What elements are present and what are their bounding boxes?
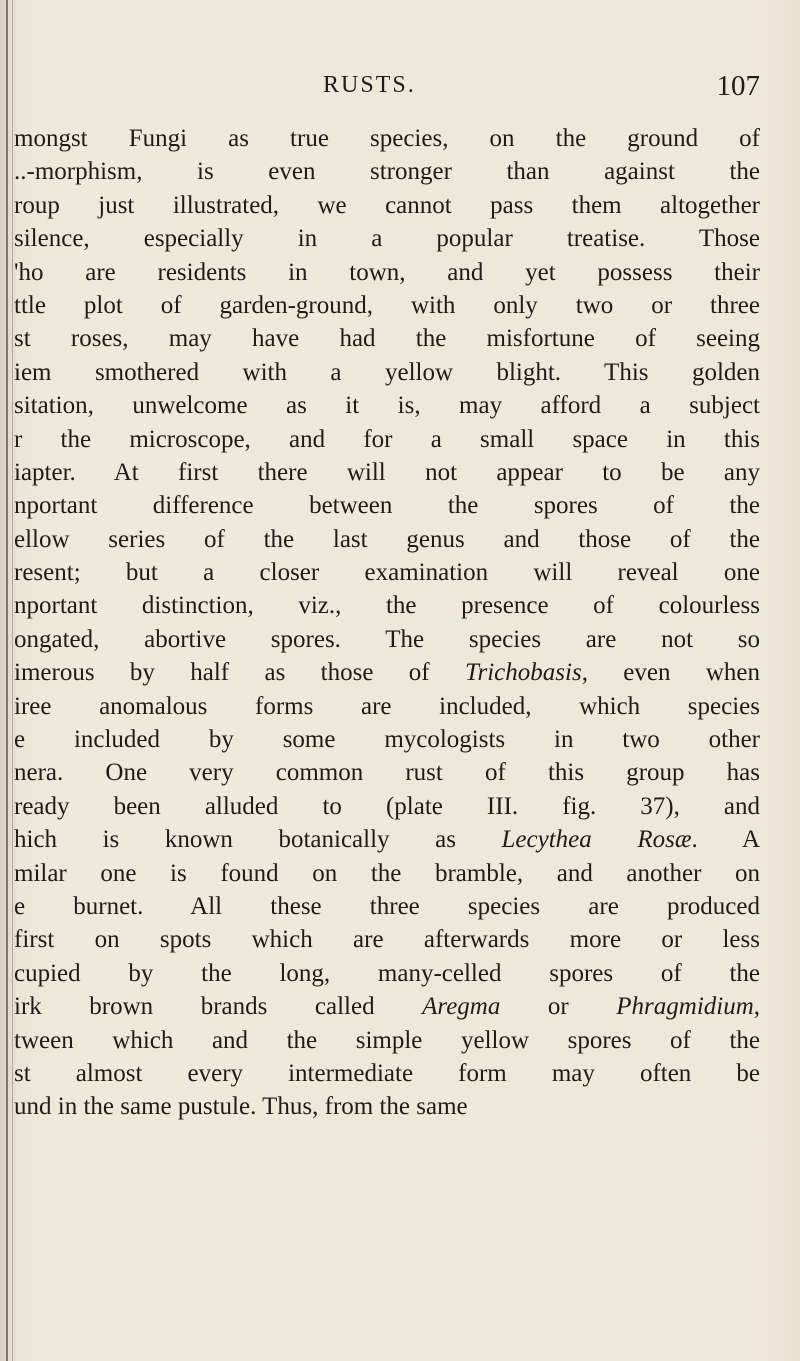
text-line: cupied by the long, many-celled spores of the	[14, 959, 760, 987]
text-line: first on spots which are afterwards more or less	[14, 926, 760, 954]
text-line: iapter. At first there will not appear to be any	[14, 458, 760, 486]
text-line: 'ho are residents in town, and yet possess their	[14, 258, 760, 286]
binding-edge-shadow-inner	[12, 0, 13, 1361]
body-text	[14, 122, 760, 1124]
text-line: ..-morphism, is even stronger than against the	[14, 158, 760, 186]
text-line: nportant distinction, viz., the presence of colourless	[14, 592, 760, 620]
text-line: mongst Fungi as true species, on the ground of	[14, 125, 760, 152]
text-line: ready been alluded to (plate III. fig. 37), and	[14, 792, 760, 820]
text-line: und in the same pustule. Thus, from the same	[14, 1093, 468, 1121]
text-line: nera. One very common rust of this group has	[14, 759, 760, 787]
text-line: hich is known botanically as Lecythea Rosæ. A	[14, 826, 760, 854]
text-line: imerous by half as those of Trichobasis, even when	[14, 659, 760, 687]
text-line: resent; but a closer examination will reveal one	[14, 559, 760, 587]
text-line: iree anomalous forms are included, which species	[14, 692, 760, 720]
text-line: silence, especially in a popular treatise. Those	[14, 225, 760, 253]
text-line: irk brown brands called Aregma or Phragmidium,	[14, 993, 761, 1021]
running-title: RUSTS.	[323, 72, 416, 98]
text-line: e burnet. All these three species are produced	[14, 892, 760, 920]
text-line: nportant difference between the spores of the	[14, 492, 760, 520]
text-line: st roses, may have had the misfortune of seeing	[14, 325, 760, 353]
text-line: e included by some mycologists in two other	[14, 726, 760, 754]
running-head	[0, 72, 760, 112]
binding-edge-shadow	[6, 0, 8, 1361]
species-name-lecythea-rosae: Lecythea Rosæ	[501, 826, 692, 854]
text-line: r the microscope, and for a small space in this	[14, 425, 760, 453]
text-line: iem smothered with a yellow blight. This golden	[14, 358, 760, 386]
text-line: st almost every intermediate form may often be	[14, 1059, 760, 1087]
text-line: ongated, abortive spores. The species are not so	[14, 625, 760, 653]
page-number: 107	[716, 70, 760, 102]
text-line: ttle plot of garden-ground, with only two or three	[14, 291, 760, 319]
text-line: milar one is found on the bramble, and another on	[14, 859, 760, 887]
genus-name-phragmidium: Phragmidium	[616, 993, 754, 1021]
text-line: ellow series of the last genus and those of the	[14, 525, 760, 553]
genus-name-trichobasis: Trichobasis	[464, 659, 582, 687]
text-line: roup just illustrated, we cannot pass them altogether	[14, 191, 760, 219]
genus-name-aregma: Aregma	[422, 993, 501, 1021]
text-line: sitation, unwelcome as it is, may afford a subject	[14, 392, 760, 420]
text-line: tween which and the simple yellow spores of the	[14, 1026, 760, 1054]
